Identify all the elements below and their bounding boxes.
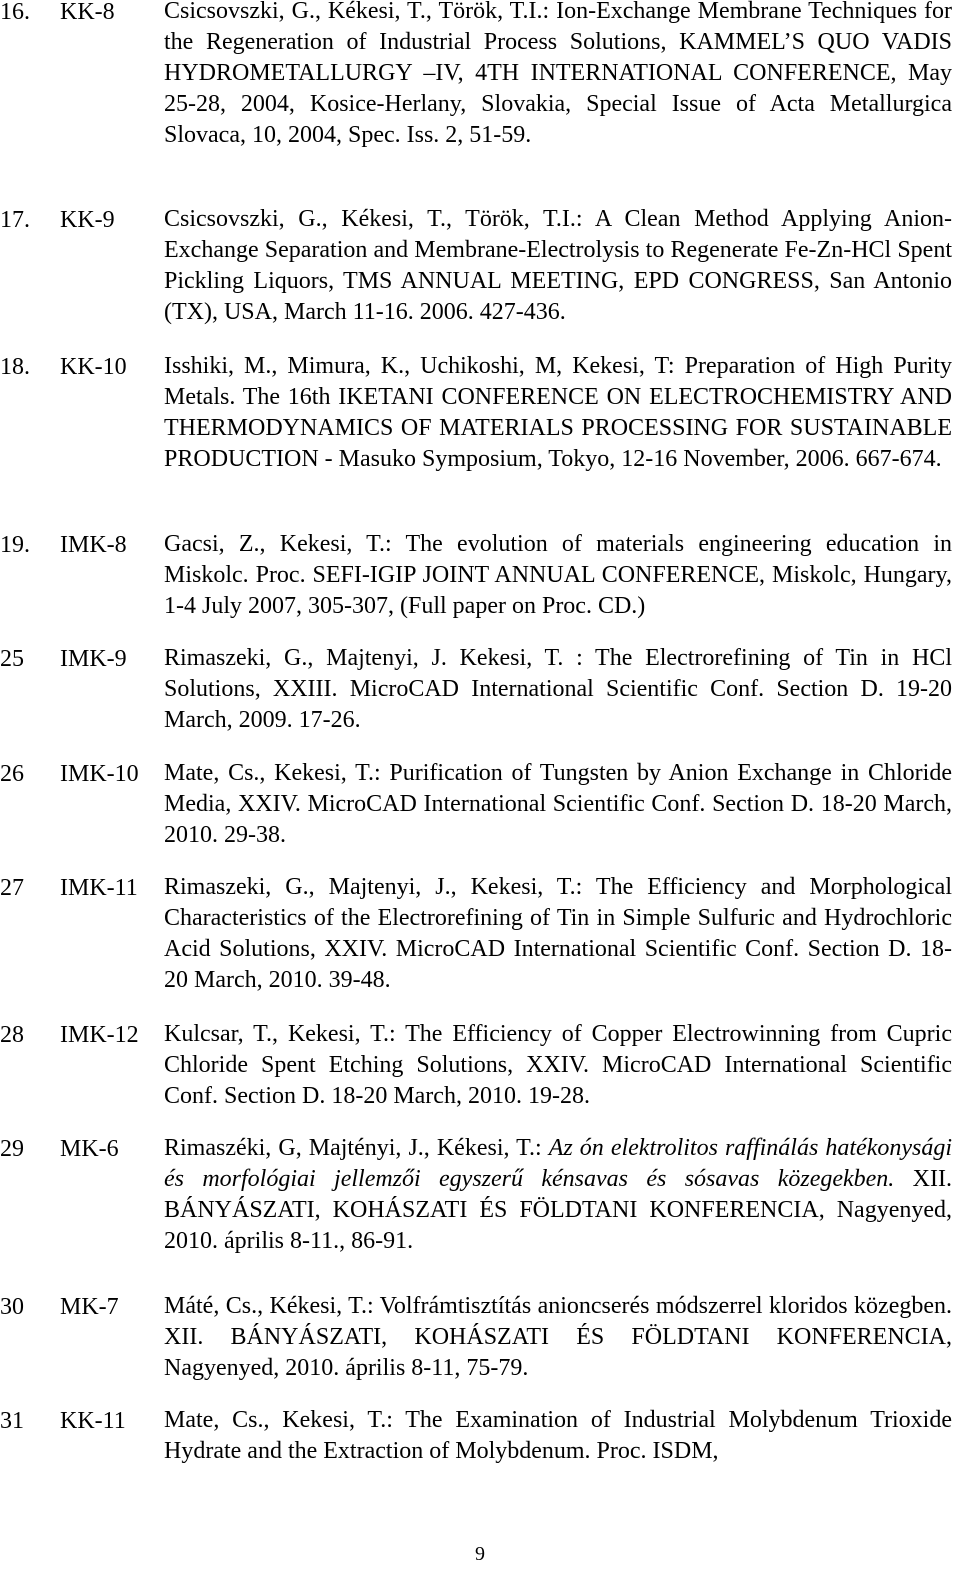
entry-number: 17. xyxy=(0,207,30,233)
entry-citation: Csicsovszki, G., Kékesi, T., Török, T.I.: Ion-Exchange Membrane Techniques for the Regeneration of Industrial Process Solutions, KAMMEL’S QUO VADIS HYDROMETALLURGY –IV, 4TH INTERNATIONAL CONFERENCE, May 25-28, 2004, Kosice-Herlany, Slovakia, Special Issue of Acta Metallurgica Slovaca, 10, 2004, Spec. Iss. 2, 51-59. xyxy=(164,0,952,148)
entry-number: 30 xyxy=(0,1294,24,1320)
entry-number: 31 xyxy=(0,1408,24,1434)
entry-number: 28 xyxy=(0,1022,24,1048)
entry-code: IMK-10 xyxy=(60,761,139,787)
entry-citation: Mate, Cs., Kekesi, T.: The Examination of Industrial Molybdenum Trioxide Hydrate and the Extraction of Molybdenum. Proc. ISDM, xyxy=(164,1407,952,1464)
entry-number: 27 xyxy=(0,875,24,901)
citation-source: XII. BÁNYÁSZATI, KOHÁSZATI ÉS FÖLDTANI KONFERENCIA, Nagyenyed, 2010. április 8-11., 86-91. xyxy=(164,1166,952,1254)
entry-code: KK-8 xyxy=(60,0,115,25)
citation-authors: Rimaszéki, G, Majtényi, J., Kékesi, T.: xyxy=(164,1135,549,1161)
entry-code: IMK-8 xyxy=(60,532,127,558)
entry-citation: Csicsovszki, G., Kékesi, T., Török, T.I.: A Clean Method Applying Anion-Exchange Separation and Membrane-Electrolysis to Regenerate Fe-Zn-HCl Spent Pickling Liquors, TMS ANNUAL MEETING, EPD CONGRESS, San Antonio (TX), USA, March 11-16. 2006. 427-436. xyxy=(164,206,952,325)
entry-citation: Gacsi, Z., Kekesi, T.: The evolution of materials engineering education in Miskolc. Proc. SEFI-IGIP JOINT ANNUAL CONFERENCE, Miskolc, Hungary, 1-4 July 2007, 305-307, (Full paper on Proc. CD.) xyxy=(164,531,952,619)
citation-title-italic: Az ón elektrolitos raffinálás hatékonysági és morfológiai jellemzői egyszerű kénsavas és sósavas közegekben. xyxy=(164,1135,953,1192)
entry-citation: Kulcsar, T., Kekesi, T.: The Efficiency of Copper Electrowinning from Cupric Chloride Spent Etching Solutions, XXIV. MicroCAD International Scientific Conf. Section D. 18-20 March, 2010. 19-28. xyxy=(164,1021,952,1109)
page-number: 9 xyxy=(475,1543,485,1565)
entry-number: 26 xyxy=(0,761,24,787)
entry-code: KK-9 xyxy=(60,207,115,233)
entry-code: IMK-9 xyxy=(60,646,127,672)
entry-code: IMK-11 xyxy=(60,875,138,901)
entry-number: 16. xyxy=(0,0,30,25)
entry-number: 25 xyxy=(0,646,24,672)
entry-code: KK-10 xyxy=(60,354,127,380)
entry-citation xyxy=(164,1133,952,1257)
entry-citation: Mate, Cs., Kekesi, T.: Purification of Tungsten by Anion Exchange in Chloride Media, XXIV. MicroCAD International Scientific Conf. Section D. 18-20 March, 2010. 29-38. xyxy=(164,760,952,848)
entry-citation: Máté, Cs., Kékesi, T.: Volfrámtisztítás anioncserés módszerrel kloridos közegben. XII. BÁNYÁSZATI, KOHÁSZATI ÉS FÖLDTANI KONFERENCIA, Nagyenyed, 2010. április 8-11, 75-79. xyxy=(164,1293,952,1381)
entry-code: MK-6 xyxy=(60,1136,119,1162)
entry-code: IMK-12 xyxy=(60,1022,139,1048)
entry-number: 18. xyxy=(0,354,30,380)
entry-citation: Rimaszeki, G., Majtenyi, J., Kekesi, T.: The Efficiency and Morphological Characteristics of the Electrorefining of Tin in Simple Sulfuric and Hydrochloric Acid Solutions, XXIV. MicroCAD International Scientific Conf. Section D. 18-20 March, 2010. 39-48. xyxy=(164,874,952,993)
entry-citation: Isshiki, M., Mimura, K., Uchikoshi, M, Kekesi, T: Preparation of High Purity Metals. The 16th IKETANI CONFERENCE ON ELECTROCHEMISTRY AND THERMODYNAMICS OF MATERIALS PROCESSING FOR SUSTAINABLE PRODUCTION - Masuko Symposium, Tokyo, 12-16 November, 2006. 667-674. xyxy=(164,353,952,472)
entry-code: KK-11 xyxy=(60,1408,126,1434)
entry-number: 29 xyxy=(0,1136,24,1162)
entry-number: 19. xyxy=(0,532,30,558)
entry-citation: Rimaszeki, G., Majtenyi, J. Kekesi, T. : The Electrorefining of Tin in HCl Solutions, XXIII. MicroCAD International Scientific Conf. Section D. 19-20 March, 2009. 17-26. xyxy=(164,645,952,733)
entry-code: MK-7 xyxy=(60,1294,119,1320)
